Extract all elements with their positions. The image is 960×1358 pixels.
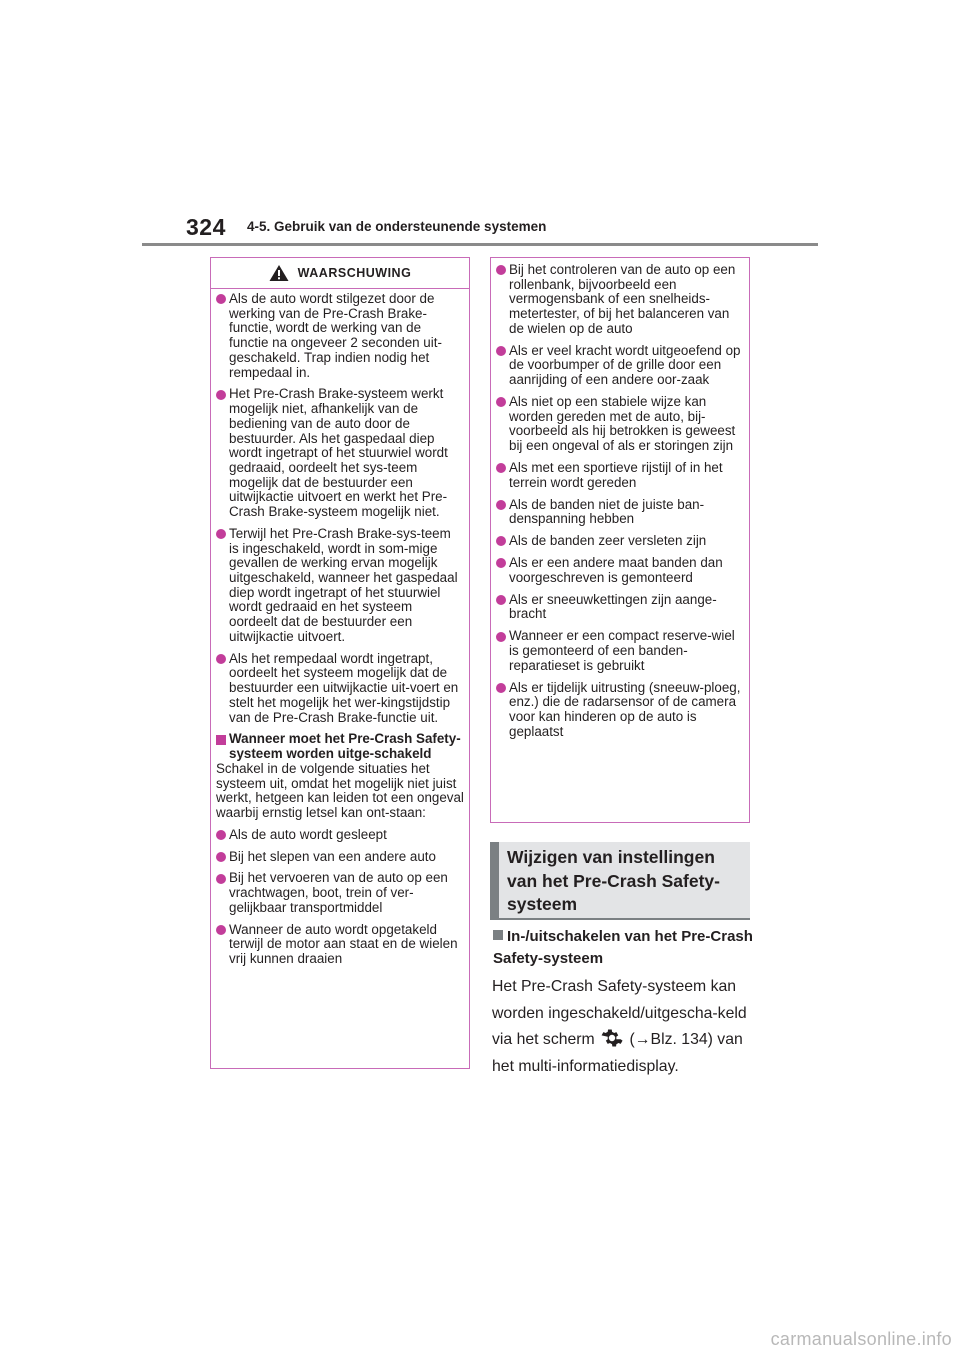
body-text-before: Het Pre-Crash Safety-systeem kan worden ingeschakeld/uitgescha-keld via het scherm [492,978,747,1048]
warning-subheading: Wanneer moet het Pre-Crash Safety-systeem worden uitge-schakeld [216,732,464,761]
situation-bullet: Als met een sportieve rijstijl of in het terrein wordt gereden [496,461,744,490]
warning-header [211,258,469,289]
warning-title: WAARSCHUWING [297,265,412,280]
situation-bullet: Als de banden zeer versleten zijn [496,534,744,549]
page-reference: (→Blz. 134) [629,1031,713,1048]
warning-paragraph: Schakel in de volgende situaties het systeem uit, omdat het mogelijk niet juist werkt, hetgeen kan leiden tot een ongeval waarbij ernstig letsel kan ont-staan: [216,760,464,820]
warning-body [211,289,469,967]
gear-icon [601,1027,623,1049]
situation-bullet: Wanneer er een compact reserve-wiel is gemonteerd of een banden-reparatieset is gebruikt [496,629,744,673]
subsection-heading [493,926,753,970]
situation-bullet: Bij het controleren van de auto op een rollenbank, bijvoorbeeld een vermogensbank of een snelheids-metertester, of bij het balanceren van de wielen op de auto [496,263,744,337]
warning-box-left [210,257,470,1069]
subsection-heading-text: In-/uitschakelen van het Pre-Crash Safety-systeem [493,928,753,967]
body-text-after: van het multi-informatiedisplay. [492,1031,743,1075]
situation-bullet: Als er tijdelijk uitrusting (sneeuw-ploeg, enz.) die de radarsensor of de camera voor kan hinderen op de auto is geplaatst [496,681,744,740]
warning-box-right [490,257,750,823]
warning-body-continued [491,258,749,739]
situation-bullet: Als de banden niet de juiste ban-denspanning hebben [496,498,744,527]
situation-bullet: Als niet op een stabiele wijze kan worden gereden met de auto, bij-voorbeeld als hij betrokken is geweest bij een ongeval of als er storingen zijn [496,395,744,454]
page-number: 324 [186,214,226,240]
situation-bullet: Wanneer de auto wordt opgetakeld terwijl de motor aan staat en de wielen vrij kunnen draaien [216,923,464,967]
situation-bullet: Als er sneeuwkettingen zijn aange-bracht [496,593,744,622]
situation-bullet: Bij het slepen van een andere auto [216,850,464,865]
warning-triangle-icon [269,264,289,282]
watermark: carmanualsonline.info [770,1329,952,1349]
chapter-title: 4-5. Gebruik van de ondersteunende systemen [247,219,547,234]
situation-bullet: Als er veel kracht wordt uitgeoefend op de voorbumper of de grille door een aanrijding of een andere oor-zaak [496,344,744,388]
section-heading: Wijzigen van instellingen van het Pre-Crash Safety-systeem [490,842,750,920]
header-divider [142,243,818,246]
warning-bullet: Als de auto wordt stilgezet door de werking van de Pre-Crash Brake-functie, wordt de werking van de functie na ongeveer 2 seconden uit-geschakeld. Trap indien nodig het rempedaal in. [216,292,464,380]
warning-bullet: Terwijl het Pre-Crash Brake-sys-teem is ingeschakeld, wordt in som-mige gevallen de werking ervan mogelijk uitgeschakeld, wanneer het gaspedaal diep wordt ingetrapt of het stuurwiel wordt gedraaid en het systeem oordeelt dat de bestuurder een uitwijkactie uitvoert. [216,527,464,645]
body-paragraph [492,974,757,1080]
warning-bullet: Het Pre-Crash Brake-systeem werkt mogelijk niet, afhankelijk van de bediening van de auto door de bestuurder. Als het gaspedaal diep wordt ingetrapt of het stuurwiel wordt gedraaid, oordeelt het sys-teem mogelijk dat de bestuurder een uitwijkactie uitvoert en werkt het Pre-Crash Brake-systeem mogelijk niet. [216,387,464,519]
situation-bullet: Als de auto wordt gesleept [216,828,464,843]
situation-bullet: Bij het vervoeren van de auto op een vrachtwagen, boot, trein of ver-gelijkbaar transportmiddel [216,871,464,915]
situation-bullet: Als er een andere maat banden dan voorgeschreven is gemonteerd [496,556,744,585]
square-bullet-icon [493,930,503,940]
warning-bullet: Als het rempedaal wordt ingetrapt, oordeelt het systeem mogelijk dat de bestuurder een uitwijkactie uit-voert en stelt het mogelijk het wer-kingstijdstip van de Pre-Crash Brake-functie uit. [216,652,464,726]
